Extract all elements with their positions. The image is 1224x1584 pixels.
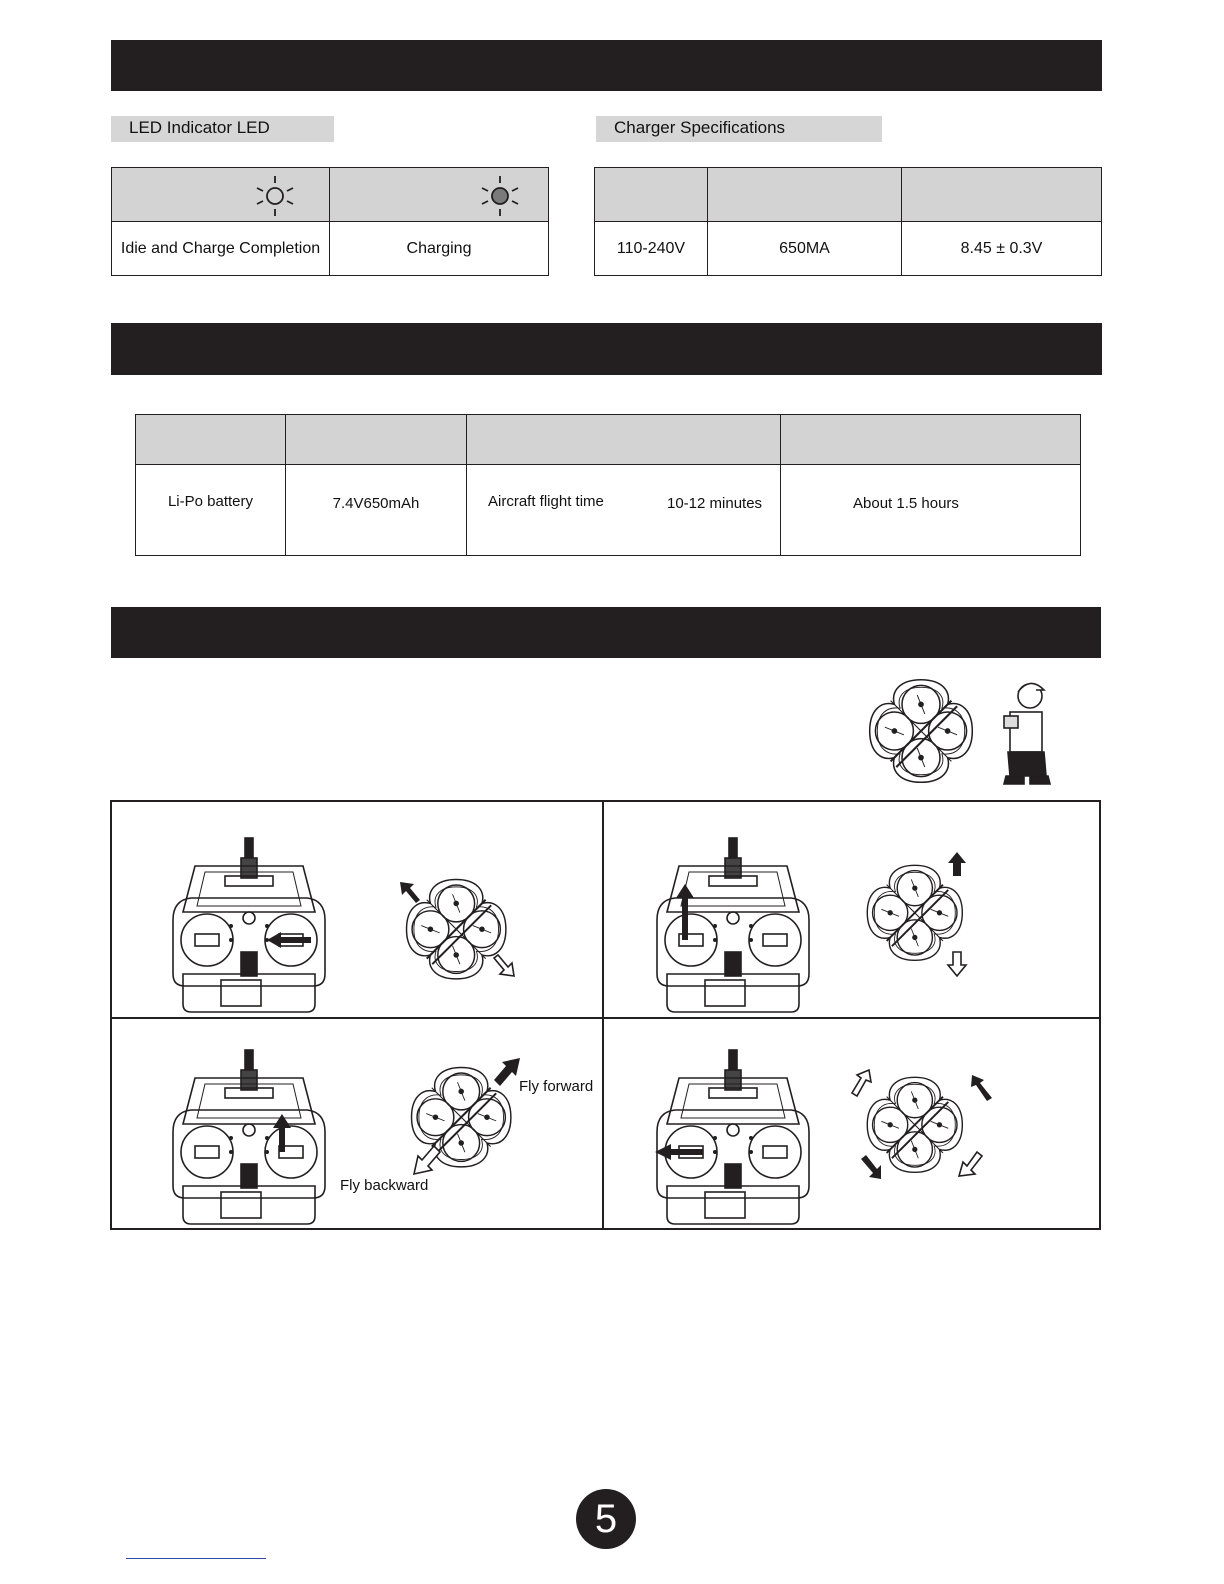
section-header-bar [111,40,1102,91]
charger-head-current [708,168,902,222]
roll-right-down-arrow-icon [957,1150,983,1178]
drone-with-pilot-illustration [860,670,1060,794]
led-indicator-tag: LED Indicator LED [111,116,334,142]
battery-head-capacity [286,415,467,465]
remote-control-roll [653,1048,813,1228]
flight-time-cell [467,465,781,556]
led-indicator-table [111,167,549,276]
fly-forward-arrow-icon [492,1056,522,1088]
flight-time-label: Aircraft flight time [488,493,604,510]
battery-type: Li-Po battery [136,465,286,556]
drone-icon [870,680,973,783]
roll-left-up-arrow-icon [849,1068,875,1098]
fly-forward-label: Fly forward [519,1078,594,1095]
charger-head-input [595,168,708,222]
sun-outline-icon [253,174,297,218]
fly-down-arrow-icon [946,950,968,978]
charger-current: 650MA [708,222,902,276]
battery-capacity: 7.4V650mAh [286,465,467,556]
led-off-cell [112,168,330,222]
section-header-bar [111,323,1102,375]
panel-divider-horizontal [111,1017,1100,1019]
remote-control-rotate [169,836,329,1016]
roll-right-up-arrow-icon [968,1073,994,1103]
fly-backward-label: Fly backward [340,1177,429,1194]
charger-spec-table [594,167,1102,276]
charger-input-voltage: 110-240V [595,222,708,276]
roll-left-down-arrow-icon [859,1153,885,1181]
charge-time: About 1.5 hours [781,465,1081,556]
remote-control-pitch [169,1048,329,1228]
charger-head-output [902,168,1102,222]
panel-divider-vertical [602,801,604,1229]
fly-up-arrow-icon [946,850,968,878]
remote-control-throttle [653,836,813,1016]
pilot-icon [1004,683,1050,784]
battery-spec-table [135,414,1081,556]
flight-time-value: 10-12 minutes [667,495,763,512]
led-state-idle-label: Idie and Charge Completion [112,222,330,276]
led-state-charging-label: Charging [330,222,549,276]
battery-head-flight [467,415,781,465]
charger-output-voltage: 8.45 ± 0.3V [902,222,1102,276]
rotate-right-arrow-icon [490,952,518,980]
battery-head-type [136,415,286,465]
sun-filled-icon [478,174,522,218]
led-on-cell [330,168,549,222]
rotate-left-arrow-icon [396,878,424,906]
fly-backward-arrow-icon [412,1144,442,1176]
section-header-bar [111,607,1101,658]
footer-link-underline [126,1558,266,1559]
page-number: 5 [576,1489,636,1549]
charger-spec-tag: Charger Specifications [596,116,882,142]
battery-head-charge [781,415,1081,465]
